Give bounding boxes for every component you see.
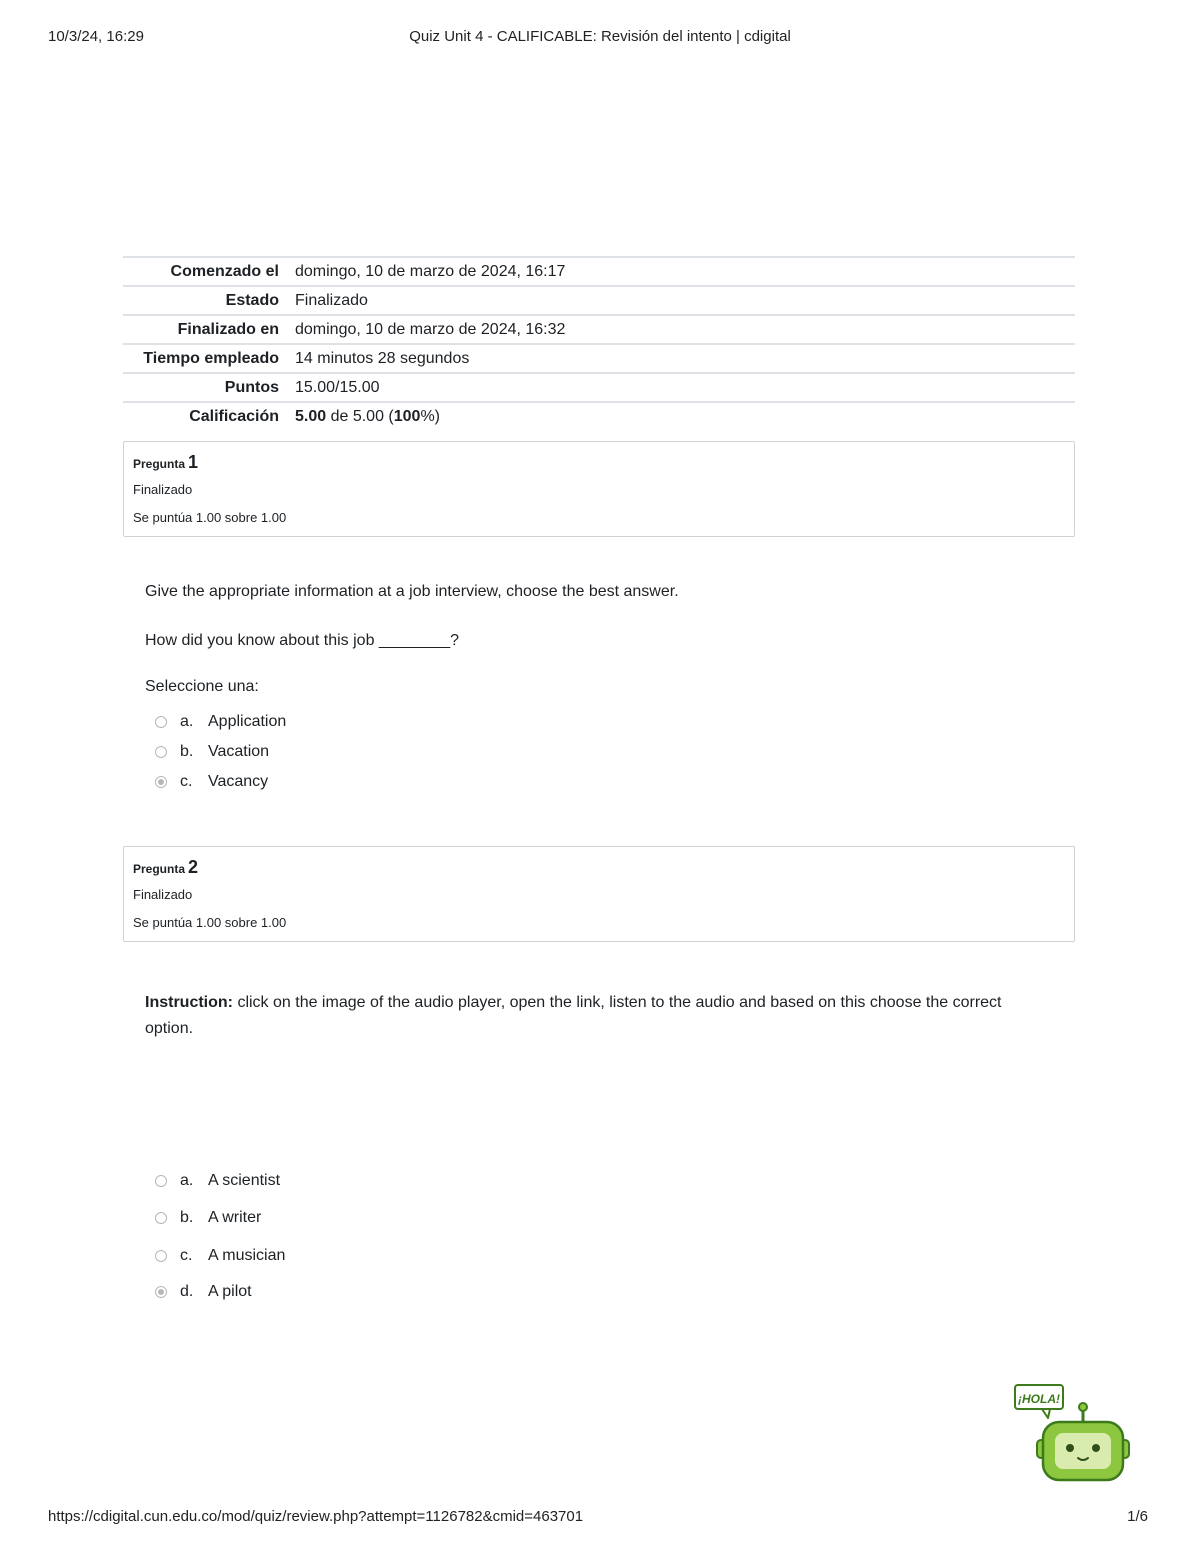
answer-letter: c. bbox=[180, 1247, 193, 1264]
question-number bbox=[133, 452, 198, 473]
summary-label: Calificación bbox=[189, 407, 279, 425]
summary-row bbox=[123, 344, 1075, 373]
chatbot-bubble-text: ¡HOLA! bbox=[1018, 1392, 1060, 1406]
answer-option[interactable] bbox=[155, 1245, 285, 1267]
radio-button-selected[interactable] bbox=[155, 776, 167, 788]
summary-value bbox=[295, 402, 1075, 430]
answer-letter: d. bbox=[180, 1283, 194, 1300]
question-number-value: 2 bbox=[188, 857, 199, 877]
summary-row bbox=[123, 257, 1075, 286]
summary-label: Estado bbox=[225, 291, 279, 309]
grade-value: 5.00 bbox=[295, 407, 327, 425]
summary-value: domingo, 10 de marzo de 2024, 16:32 bbox=[295, 320, 566, 338]
question-number-value: 1 bbox=[188, 452, 199, 472]
answer-letter: c. bbox=[180, 773, 193, 790]
question-grade: Se puntúa 1.00 sobre 1.00 bbox=[133, 510, 287, 525]
question-number bbox=[133, 857, 198, 878]
robot-icon bbox=[1012, 1382, 1132, 1487]
instruction-text: click on the image of the audio player, open the link, listen to the audio and based on this choose the correct option. bbox=[145, 994, 1002, 1037]
answer-text: A pilot bbox=[208, 1283, 252, 1300]
answer-text: Application bbox=[208, 713, 287, 730]
grade-percent: 100 bbox=[393, 407, 421, 425]
print-date: 10/3/24, 16:29 bbox=[48, 28, 144, 45]
print-url: https://cdigital.cun.edu.co/mod/quiz/review.php?attempt=1126782&cmid=463701 bbox=[48, 1508, 584, 1525]
answer-option[interactable] bbox=[155, 741, 269, 763]
question-state: Finalizado bbox=[133, 482, 193, 497]
summary-row bbox=[123, 286, 1075, 315]
answer-option[interactable] bbox=[155, 1281, 252, 1303]
grade-of: de 5.00 ( bbox=[326, 407, 394, 425]
print-page-title: Quiz Unit 4 - CALIFICABLE: Revisión del intento | cdigital bbox=[409, 28, 791, 45]
question-1-prompt-sentence: How did you know about this job ________? bbox=[145, 632, 459, 649]
attempt-summary-table bbox=[123, 256, 1075, 430]
grade-end: %) bbox=[420, 407, 441, 425]
answer-text: A musician bbox=[208, 1247, 286, 1264]
radio-button[interactable] bbox=[155, 1212, 167, 1224]
summary-label: Puntos bbox=[224, 378, 279, 396]
print-page-number: 1/6 bbox=[1127, 1508, 1148, 1525]
question-grade: Se puntúa 1.00 sobre 1.00 bbox=[133, 915, 287, 930]
answer-letter: b. bbox=[180, 1209, 194, 1226]
summary-row bbox=[123, 315, 1075, 344]
answer-text: Vacancy bbox=[208, 773, 269, 790]
question-2-info bbox=[123, 846, 1075, 942]
question-label: Pregunta bbox=[133, 457, 186, 471]
answer-text: A scientist bbox=[208, 1172, 281, 1189]
summary-label: Finalizado en bbox=[177, 320, 279, 338]
summary-value: 15.00/15.00 bbox=[295, 378, 380, 396]
summary-label: Comenzado el bbox=[170, 262, 279, 280]
answer-option[interactable] bbox=[155, 711, 286, 733]
summary-value: 14 minutos 28 segundos bbox=[295, 349, 470, 367]
radio-button[interactable] bbox=[155, 1250, 167, 1262]
instruction-label: Instruction: bbox=[145, 994, 233, 1011]
answer-text: A writer bbox=[208, 1209, 262, 1226]
answer-option[interactable] bbox=[155, 1207, 261, 1229]
question-state: Finalizado bbox=[133, 887, 193, 902]
summary-row bbox=[123, 402, 1075, 430]
summary-label: Tiempo empleado bbox=[143, 349, 279, 367]
summary-value: Finalizado bbox=[295, 291, 368, 309]
answer-option[interactable] bbox=[155, 771, 268, 793]
radio-button[interactable] bbox=[155, 1175, 167, 1187]
radio-button-selected[interactable] bbox=[155, 1286, 167, 1298]
question-label: Pregunta bbox=[133, 862, 186, 876]
answer-letter: a. bbox=[180, 713, 194, 730]
answer-option[interactable] bbox=[155, 1170, 280, 1192]
chatbot-launcher[interactable] bbox=[1012, 1382, 1132, 1487]
radio-button[interactable] bbox=[155, 746, 167, 758]
answer-text: Vacation bbox=[208, 743, 270, 760]
question-1-select-prompt: Seleccione una: bbox=[145, 678, 259, 695]
summary-row bbox=[123, 373, 1075, 402]
radio-button[interactable] bbox=[155, 716, 167, 728]
question-1-text: Give the appropriate information at a job interview, choose the best answer. bbox=[145, 583, 679, 600]
answer-letter: b. bbox=[180, 743, 194, 760]
summary-value: domingo, 10 de marzo de 2024, 16:17 bbox=[295, 262, 566, 280]
question-2-instruction bbox=[145, 990, 1025, 1042]
question-1-info bbox=[123, 441, 1075, 537]
answer-letter: a. bbox=[180, 1172, 194, 1189]
